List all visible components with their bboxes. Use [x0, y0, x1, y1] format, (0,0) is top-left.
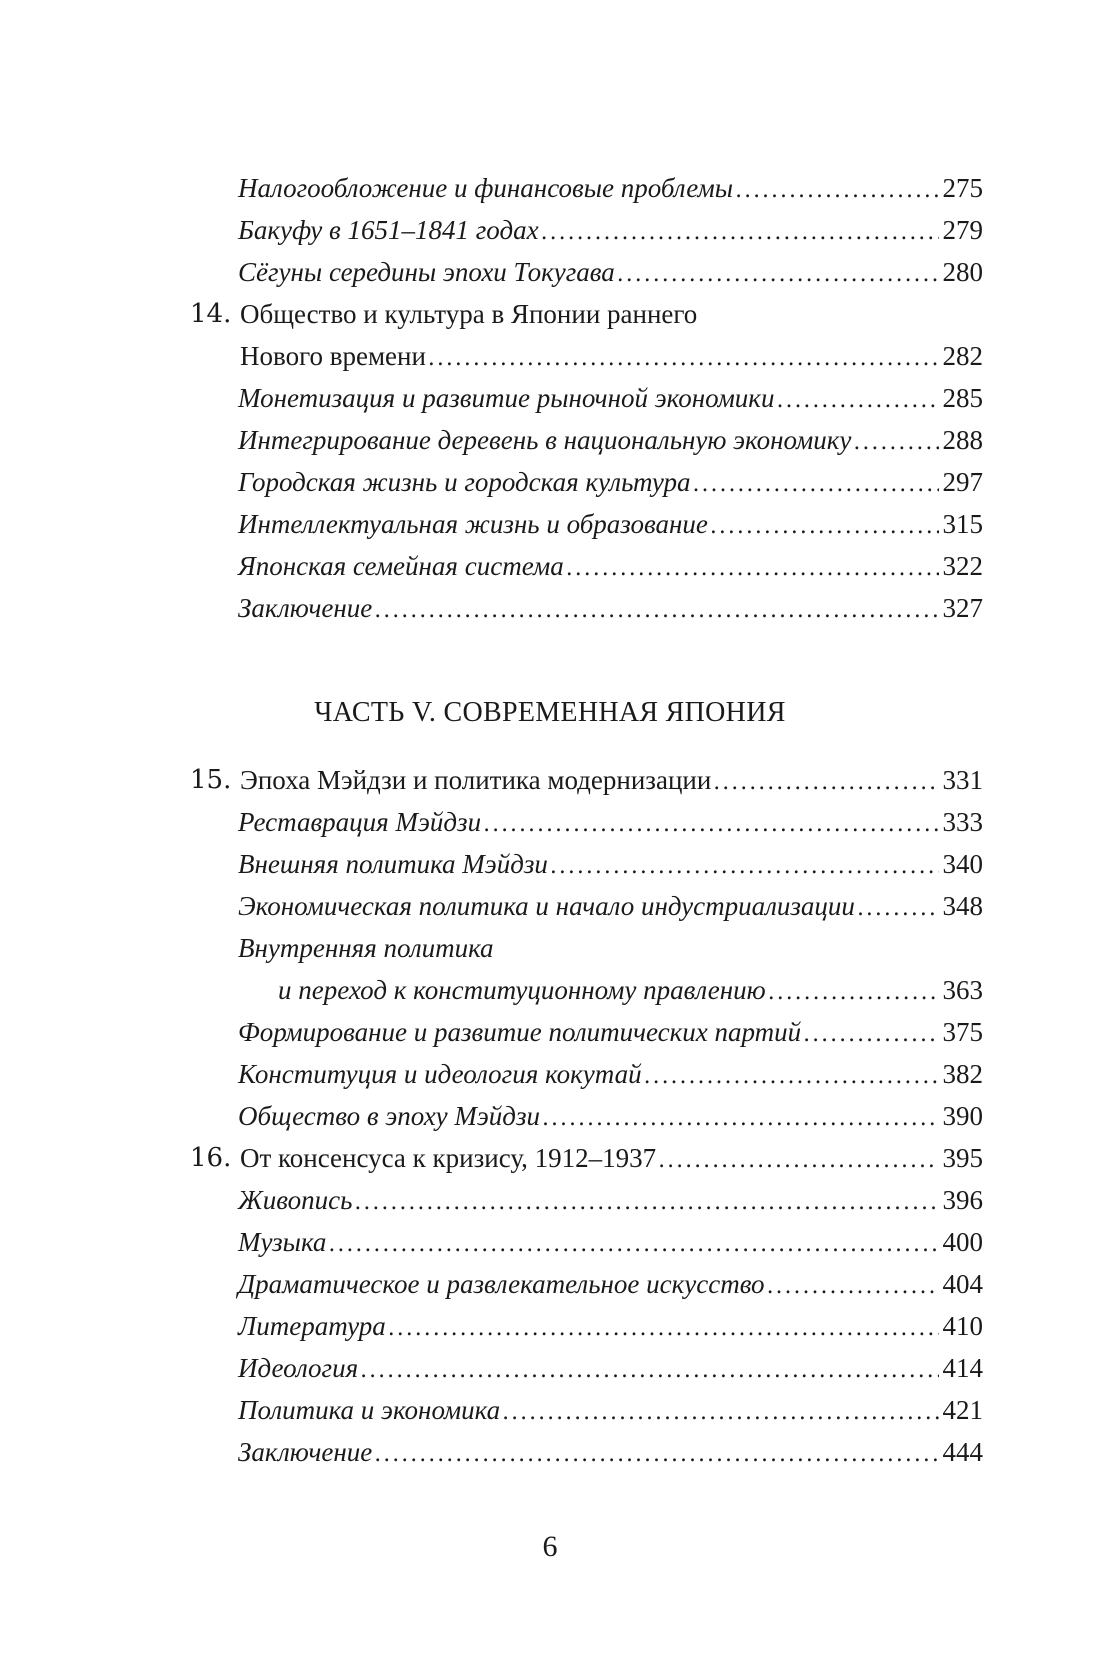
toc-entry-label: Японская семейная система	[238, 551, 564, 581]
toc-entry[interactable]	[0, 588, 1100, 628]
dot-leader	[360, 1351, 938, 1391]
toc-entry-split-line2[interactable]	[0, 970, 1100, 1010]
toc-entry-page: 288	[942, 425, 983, 455]
dot-leader	[328, 1225, 938, 1265]
chapter-heading[interactable]	[0, 760, 1100, 800]
toc-entry[interactable]	[0, 1012, 1100, 1052]
toc-entry-label: Живопись	[238, 1185, 353, 1215]
toc-entry-page: 382	[942, 1059, 983, 1089]
chapter-number: 16.	[190, 1143, 232, 1173]
dot-leader	[713, 763, 938, 803]
toc-entry-label: Литература	[238, 1311, 386, 1341]
toc-entry[interactable]	[0, 802, 1100, 842]
dot-leader	[644, 1057, 939, 1097]
toc-entry[interactable]	[0, 1096, 1100, 1136]
toc-entry-page: 410	[942, 1311, 983, 1341]
chapter-heading-continuation[interactable]	[0, 336, 1100, 376]
toc-entry[interactable]	[0, 1054, 1100, 1094]
toc-entry-page: 414	[942, 1353, 983, 1383]
toc-entry-page: 327	[942, 593, 983, 623]
dot-leader	[388, 1309, 939, 1349]
toc-entry-page: 375	[942, 1017, 983, 1047]
toc-entry-page: 315	[942, 509, 983, 539]
toc-entry-label: Сёгуны середины эпохи Токугава	[238, 257, 615, 287]
toc-entry-label: Внешняя политика Мэйдзи	[238, 849, 548, 879]
toc-entry-page: 348	[942, 891, 983, 921]
toc-entry-label: Монетизация и развитие рыночной экономики	[238, 383, 775, 413]
chapter-title: От консенсуса к кризису, 1912–1937	[240, 1143, 657, 1173]
toc-entry-label: Общество в эпоху Мэйдзи	[238, 1101, 540, 1131]
toc-entry[interactable]	[0, 1306, 1100, 1346]
toc-entry-page: 280	[942, 257, 983, 287]
toc-entry-page: 421	[942, 1395, 983, 1425]
toc-entry-label: Идеология	[238, 1353, 359, 1383]
toc-entry-label: Заключение	[238, 1437, 373, 1467]
toc-entry[interactable]	[0, 1432, 1100, 1472]
toc-entry-page: 322	[942, 551, 983, 581]
toc-entry-page: 444	[942, 1437, 983, 1467]
toc-entry-label: Бакуфу в 1651–1841 годах	[238, 215, 539, 245]
chapter-title: Эпоха Мэйдзи и политика модернизации	[240, 765, 712, 795]
chapter-page: 282	[942, 341, 983, 371]
toc-entry[interactable]	[0, 1390, 1100, 1430]
dot-leader	[692, 465, 938, 505]
toc-entry[interactable]	[0, 886, 1100, 926]
toc-entry-label: Внутренняя политика	[238, 933, 494, 963]
dot-leader	[710, 507, 939, 547]
dot-leader	[617, 255, 939, 295]
toc-entry-label: Городская жизнь и городская культура	[238, 467, 691, 497]
toc-entry[interactable]	[0, 168, 1100, 208]
chapter-title-line2: Нового времени	[240, 341, 426, 371]
dot-leader	[768, 973, 939, 1013]
toc-entry-page: 396	[942, 1185, 983, 1215]
dot-leader	[428, 339, 939, 379]
toc-entry-page: 275	[942, 173, 983, 203]
toc-entry[interactable]	[0, 1180, 1100, 1220]
toc-entry[interactable]	[0, 1348, 1100, 1388]
toc-entry[interactable]	[0, 1264, 1100, 1304]
toc-entry[interactable]	[0, 1222, 1100, 1262]
dot-leader	[803, 1015, 938, 1055]
toc-entry-page: 285	[942, 383, 983, 413]
chapter-title-line1: Общество и культура в Японии раннего	[240, 299, 698, 329]
chapter-page: 331	[942, 765, 983, 795]
toc-entry-page: 340	[942, 849, 983, 879]
toc-entry[interactable]	[0, 504, 1100, 544]
toc-entry-page: 390	[942, 1101, 983, 1131]
toc-entry[interactable]	[0, 462, 1100, 502]
dot-leader	[542, 1099, 939, 1139]
part-heading: ЧАСТЬ V. СОВРЕМЕННАЯ ЯПОНИЯ	[314, 697, 786, 728]
chapter-heading[interactable]	[0, 294, 1100, 334]
dot-leader	[354, 1183, 938, 1223]
toc-entry[interactable]	[0, 420, 1100, 460]
chapter-number: 14.	[190, 299, 232, 329]
dot-leader	[483, 805, 938, 845]
dot-leader	[776, 381, 938, 421]
toc-entry-label: Политика и экономика	[238, 1395, 501, 1425]
dot-leader	[767, 1267, 939, 1307]
toc-entry-page: 404	[942, 1269, 983, 1299]
toc-entry-label: Драматическое и развлекательное искусство	[238, 1269, 765, 1299]
dot-leader	[374, 591, 938, 631]
toc-entry-page: 279	[942, 215, 983, 245]
toc-entry-label: Музыка	[238, 1227, 327, 1257]
toc-entry-label: Заключение	[238, 593, 373, 623]
toc-entry[interactable]	[0, 252, 1100, 292]
toc-entry-label: Реставрация Мэйдзи	[238, 807, 482, 837]
toc-entry[interactable]	[0, 210, 1100, 250]
toc-entry-label: Интеллектуальная жизнь и образование	[238, 509, 708, 539]
toc-entry[interactable]	[0, 546, 1100, 586]
chapter-number: 15.	[190, 765, 232, 795]
dot-leader	[735, 171, 938, 211]
dot-leader	[857, 889, 939, 929]
dot-leader	[541, 213, 939, 253]
dot-leader	[550, 847, 939, 887]
dot-leader	[566, 549, 939, 589]
chapter-page: 395	[942, 1143, 983, 1173]
toc-entry-label: и переход к конституционному правлению	[278, 975, 766, 1005]
toc-entry-split-line1[interactable]	[0, 928, 1100, 968]
toc-entry[interactable]	[0, 844, 1100, 884]
dot-leader	[502, 1393, 938, 1433]
toc-entry-label: Налогообложение и финансовые проблемы	[238, 173, 734, 203]
toc-entry-label: Интегрирование деревень в национальную экономику	[238, 425, 852, 455]
toc-entry-page: 400	[942, 1227, 983, 1257]
toc-entry-page: 363	[942, 975, 983, 1005]
dot-leader	[658, 1141, 938, 1181]
page-number: 6	[542, 1530, 558, 1563]
chapter-heading[interactable]	[0, 1138, 1100, 1178]
toc-entry-page: 297	[942, 467, 983, 497]
toc-entry-page: 333	[942, 807, 983, 837]
toc-entry-label: Экономическая политика и начало индустриализации	[238, 891, 855, 921]
toc-entry-label: Формирование и развитие политических партий	[238, 1017, 802, 1047]
toc-entry[interactable]	[0, 378, 1100, 418]
toc-entry-label: Конституция и идеология кокутай	[238, 1059, 642, 1089]
dot-leader	[853, 423, 938, 463]
dot-leader	[374, 1435, 938, 1475]
